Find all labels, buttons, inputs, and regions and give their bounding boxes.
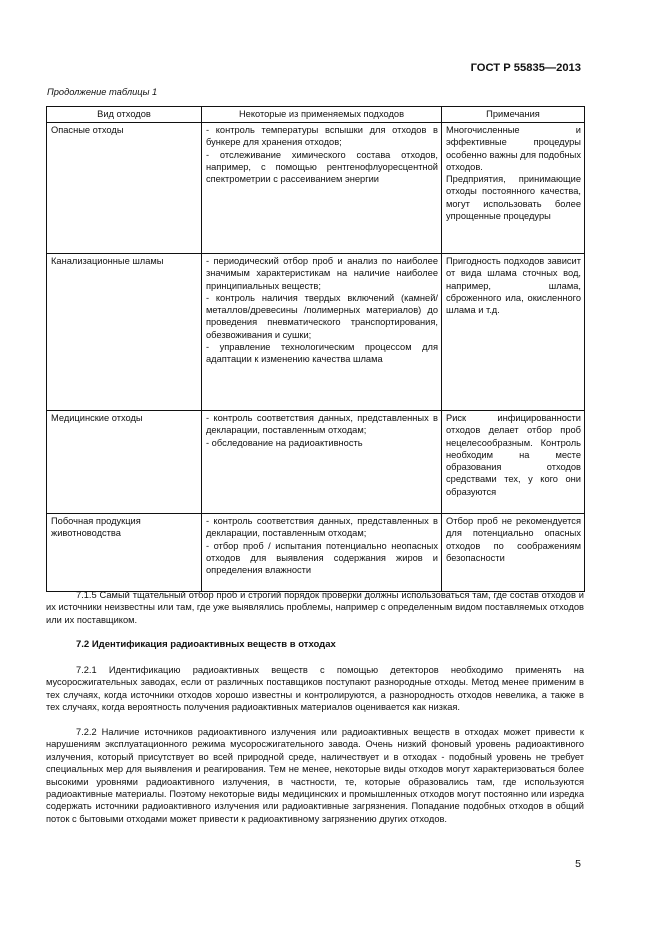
approaches-cell: - периодический отбор проб и анализ по наиболее значимым характеристикам на наличие наиболее принципиальных веществ; - контроль наличия твердых включений (камней/металлов/древесины /полимерных материалов) до проведения пневматического транспортирования, обезвоживания и сушки; - управление технологическим процессом для адаптации к изменению качества шлама (202, 254, 442, 411)
table-row (47, 411, 585, 514)
section-title-7-2: 7.2 Идентификация радиоактивных веществ в отходах (76, 639, 336, 650)
table-row (47, 254, 585, 411)
waste-table (46, 106, 585, 592)
column-header-notes: Примечания (442, 107, 585, 123)
paragraph-7-1-5: 7.1.5 Самый тщательный отбор проб и строгий порядок проверки должны использоваться там, где состав отходов и их источники неизвестны или там, где уже выявлялись проблемы, например с определенным видом поставляемых отходов или их поставщиком. (46, 590, 584, 625)
page-number: 5 (575, 858, 581, 870)
notes-cell: Многочисленные и эффективные процедуры особенно важны для подобных отходов. Предприятия, принимающие отходы постоянного качества, могут использовать более упрощенные процедуры (442, 123, 585, 254)
document-code: ГОСТ Р 55835—2013 (470, 62, 581, 74)
table-caption: Продолжение таблицы 1 (47, 87, 158, 97)
table-row (47, 123, 585, 254)
column-header-approaches: Некоторые из применяемых подходов (202, 107, 442, 123)
waste-type-cell: Опасные отходы (47, 123, 202, 254)
column-header-type: Вид отходов (47, 107, 202, 123)
notes-cell: Риск инфицированности отходов делает отбор проб нецелесообразным. Контроль необходим на месте образования отходов средствами тех, у кого они образуются (442, 411, 585, 514)
notes-cell: Пригодность подходов зависит от вида шлама сточных вод, например, шлама, сброженного ила, окисленного шлама и т.д. (442, 254, 585, 411)
waste-type-cell: Побочная продукция животноводства (47, 514, 202, 592)
waste-type-cell: Канализационные шламы (47, 254, 202, 411)
approaches-cell: - контроль температуры вспышки для отходов в бункере для хранения отходов; - отслеживание химического состава отходов, например, с помощью рентгенофлуоресцентной спектрометрии с рассеиванием энергии (202, 123, 442, 254)
approaches-cell: - контроль соответствия данных, представленных в декларации, поставленным отходам; - отбор проб / испытания потенциально неопасных отходов для выявления содержания жиров и определения влажности (202, 514, 442, 592)
notes-cell: Отбор проб не рекомендуется для потенциально опасных отходов по соображениям безопасности (442, 514, 585, 592)
paragraph-7-2-2: 7.2.2 Наличие источников радиоактивного излучения или радиоактивных веществ в отходах может привести к нарушениям эксплуатационного режима мусоросжигательного завода. Очень низкий фоновый уровень радиоактивного излучения, который присутствует во всей природной среде, наличествует и в отходах - подобный уровень не требует специальных мер для выявления и реагирования. Тем не менее, некоторые виды отходов могут характеризоваться более высокими уровнями радиоактивного излучения, в частности, те, которые образовались там, где используются радиоактивные материалы. Поэтому некоторые виды медицинских и промышленных отходов могут постоянно или изредка содержать источники радиоактивного излучения или радиоактивные загрязнения. Попадание подобных отходов в общий поток с бытовыми отходами может привести к радиоактивному загрязнению других отходов. (46, 727, 584, 824)
table-header-row (47, 107, 585, 123)
waste-type-cell: Медицинские отходы (47, 411, 202, 514)
table-row (47, 514, 585, 592)
paragraph-7-2-1: 7.2.1 Идентификацию радиоактивных веществ с помощью детекторов необходимо применять на мусоросжигательных заводах, если от различных поставщиков поступают разнородные отходы. Метод менее применим в тех случаях, когда источники отходов хорошо известны и контролируются, а разнородность отходов невелика, а также в тех случаях, когда вероятность получения радиоактивных материалов оценивается как низкая. (46, 665, 584, 713)
approaches-cell: - контроль соответствия данных, представленных в декларации, поставленным отходам; - обследование на радиоактивность (202, 411, 442, 514)
